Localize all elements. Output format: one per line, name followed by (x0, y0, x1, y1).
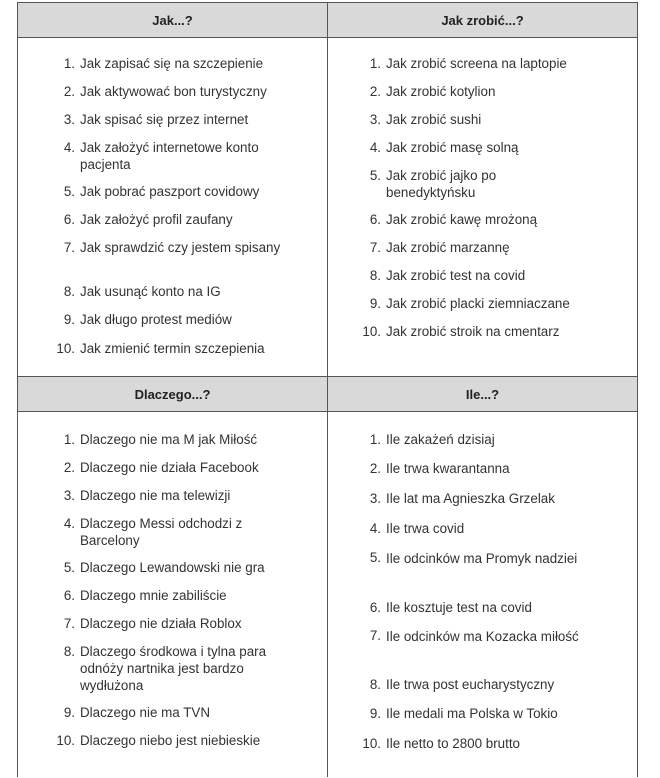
list-item (328, 139, 637, 156)
list-item (18, 340, 327, 357)
list-item-number: 1. (63, 56, 75, 71)
list-item-number: 9. (369, 706, 381, 721)
list-item (328, 295, 637, 312)
list-item-text: Dlaczego mnie zabiliście (80, 588, 227, 603)
list-item-text: Jak zrobić placki ziemniaczane (386, 296, 570, 311)
list-item-text: Ile lat ma Agnieszka Grzelak (386, 491, 555, 506)
list-item (328, 627, 637, 647)
list-item-number: 5. (369, 550, 381, 565)
list-item-text: Jak spisać się przez internet (80, 112, 249, 127)
list-item (18, 587, 327, 604)
list-item (18, 183, 327, 200)
list-item-number: 10. (56, 733, 75, 748)
list-item (328, 323, 637, 340)
list-item-number: 10. (362, 736, 381, 751)
list-item (328, 490, 637, 507)
list-item-number: 2. (63, 84, 75, 99)
list-item-number: 6. (369, 212, 381, 227)
list-item (328, 239, 637, 256)
list-item-number: 2. (369, 461, 381, 476)
list-item-number: 4. (369, 521, 381, 536)
list-item (18, 139, 327, 173)
list-item-text: Dlaczego nie ma TVN (80, 705, 210, 720)
list-item-number: 9. (63, 312, 75, 327)
list-item (18, 615, 327, 632)
list-item-text: Dlaczego Lewandowski nie gra (80, 560, 265, 575)
list-item (18, 111, 327, 128)
list-item (18, 704, 327, 721)
list-item (18, 283, 327, 300)
table-row-headers-1 (18, 2, 637, 38)
list-item (18, 515, 327, 549)
list-item-number: 5. (63, 184, 75, 199)
list-item (328, 211, 637, 228)
list-item-text: Dlaczego nie działa Facebook (80, 460, 259, 475)
list-item-text: Ile medali ma Polska w Tokio (386, 706, 558, 721)
list-item (328, 460, 637, 477)
header-dlaczego: Dlaczego...? (18, 376, 328, 412)
list-item-number: 6. (63, 588, 75, 603)
list-item-number: 6. (369, 600, 381, 615)
list-item (328, 111, 637, 128)
list-item-text: Dlaczego nie ma M jak Miłość (80, 432, 258, 447)
search-queries-table (17, 2, 638, 777)
list-item-text: Dlaczego niebo jest niebieskie (80, 733, 261, 748)
list-item (18, 643, 327, 694)
list-item-text: Jak zrobić kotylion (386, 84, 496, 99)
list-item (18, 55, 327, 72)
list-item-text: Dlaczego Messi odchodzi z Barcelony (80, 516, 243, 548)
list-item-text: Jak zrobić jajko po benedyktyńsku (386, 168, 497, 200)
list-item-text: Ile trwa kwarantanna (386, 461, 510, 476)
list-item-number: 3. (369, 112, 381, 127)
list-item-number: 10. (362, 324, 381, 339)
list-ile (328, 412, 637, 777)
list-item (18, 431, 327, 448)
list-item-number: 1. (63, 432, 75, 447)
list-item (328, 549, 637, 569)
list-item-text: Jak aktywować bon turystyczny (80, 84, 267, 99)
list-item (18, 83, 327, 100)
list-item-text: Jak zrobić test na covid (386, 268, 526, 283)
list-item-number: 6. (63, 212, 75, 227)
list-item-text: Jak pobrać paszport covidowy (80, 184, 260, 199)
list-item (328, 676, 637, 693)
list-item-number: 9. (369, 296, 381, 311)
table-row-body-1 (18, 38, 637, 376)
list-item-number: 5. (63, 560, 75, 575)
list-item-text: Jak sprawdzić czy jestem spisany (80, 240, 281, 255)
list-item-text: Jak założyć internetowe konto pacjenta (80, 140, 259, 172)
list-item-text: Dlaczego nie działa Roblox (80, 616, 242, 631)
list-item (328, 431, 637, 448)
list-item-number: 4. (369, 140, 381, 155)
list-item-text: Jak długo protest mediów (80, 312, 232, 327)
list-jak-zrobic (328, 38, 637, 376)
list-item (328, 83, 637, 100)
header-jak-zrobic: Jak zrobić...? (328, 2, 637, 38)
list-jak (18, 38, 328, 376)
list-item-number: 2. (369, 84, 381, 99)
list-item-number: 7. (369, 628, 381, 643)
list-item (328, 520, 637, 537)
list-item (328, 735, 637, 752)
list-item-text: Jak zrobić screena na laptopie (386, 56, 567, 71)
list-item-text: Dlaczego nie ma telewizji (80, 488, 231, 503)
list-item-number: 7. (369, 240, 381, 255)
list-item-number: 5. (369, 168, 381, 183)
list-item-number: 4. (63, 140, 75, 155)
list-item-number: 8. (63, 644, 75, 659)
list-item-text: Jak zrobić kawę mrożoną (386, 212, 538, 227)
list-item-number: 1. (369, 432, 381, 447)
list-item-number: 10. (56, 341, 75, 356)
list-item (18, 459, 327, 476)
list-item-text: Jak zapisać się na szczepienie (80, 56, 264, 71)
list-item-text: Ile trwa covid (386, 521, 465, 536)
list-item-number: 3. (63, 488, 75, 503)
list-item (18, 732, 327, 749)
list-item-number: 8. (63, 284, 75, 299)
list-item-number: 1. (369, 56, 381, 71)
list-item-text: Jak założyć profil zaufany (80, 212, 233, 227)
table-row-body-2 (18, 412, 637, 777)
list-item-text: Jak usunąć konto na IG (80, 284, 221, 299)
list-item (18, 559, 327, 576)
list-item (18, 211, 327, 228)
list-item (18, 311, 327, 328)
list-item-text: Ile trwa post eucharystyczny (386, 677, 555, 692)
list-item-number: 7. (63, 616, 75, 631)
list-item-text: Ile odcinków ma Promyk nadziei (386, 551, 578, 566)
list-item-text: Jak zmienić termin szczepienia (80, 341, 265, 356)
list-item (328, 167, 637, 201)
list-item (328, 705, 637, 722)
list-item (328, 267, 637, 284)
list-item-number: 3. (369, 491, 381, 506)
header-ile: Ile...? (328, 376, 637, 412)
list-item-number: 7. (63, 240, 75, 255)
list-item-text: Ile netto to 2800 brutto (386, 736, 521, 751)
list-item-text: Jak zrobić stroik na cmentarz (386, 324, 560, 339)
header-jak: Jak...? (18, 2, 328, 38)
list-item (328, 599, 637, 616)
list-item-number: 3. (63, 112, 75, 127)
list-item-text: Jak zrobić masę solną (386, 140, 519, 155)
list-item-number: 8. (369, 268, 381, 283)
table-row-headers-2 (18, 376, 637, 412)
list-item-number: 2. (63, 460, 75, 475)
list-item (328, 55, 637, 72)
list-dlaczego (18, 412, 328, 777)
list-item (18, 487, 327, 504)
list-item (18, 239, 327, 256)
list-item-number: 4. (63, 516, 75, 531)
list-item-number: 8. (369, 677, 381, 692)
list-item-text: Ile kosztuje test na covid (386, 600, 532, 615)
list-item-number: 9. (63, 705, 75, 720)
list-item-text: Ile zakażeń dzisiaj (386, 432, 495, 447)
list-item-text: Dlaczego środkowa i tylna para odnóży nartnika jest bardzo wydłużona (80, 644, 267, 693)
list-item-text: Ile odcinków ma Kozacka miłość (386, 629, 579, 644)
list-item-text: Jak zrobić sushi (386, 112, 482, 127)
list-item-text: Jak zrobić marzannę (386, 240, 510, 255)
